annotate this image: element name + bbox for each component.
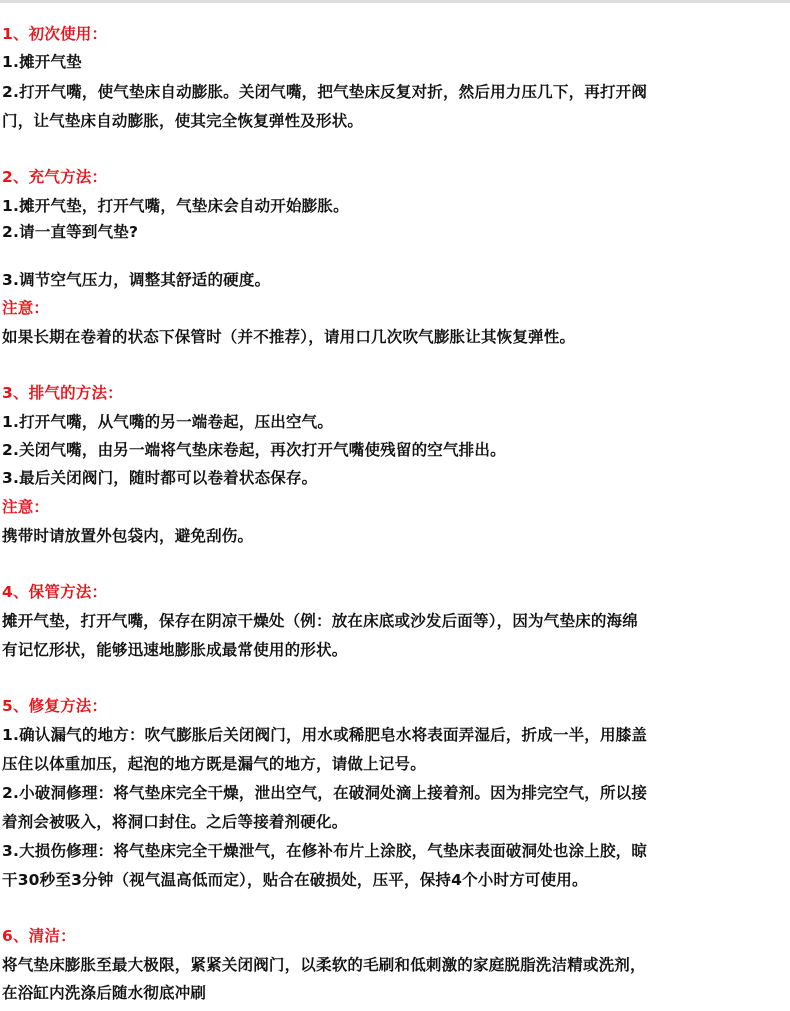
section-2-heading: 2、充气方法： (2, 168, 108, 186)
section-6-line-2: 在浴缸内洗涤后随水彻底冲刷 (2, 984, 207, 1002)
section-1-heading: 1、初次使用： (2, 25, 108, 43)
section-5-line-5: 3.大损伤修理：将气垫床完全干燥泄气，在修补布片上涂胶，气垫床表面破洞处也涂上胶，晾 (2, 842, 648, 860)
section-4-line-1: 摊开气垫，打开气嘴，保存在阴凉干燥处（例：放在床底或沙发后面等），因为气垫床的海绵 (2, 612, 638, 630)
section-2-line-3: 3.调节空气压力，调整其舒适的硬度。 (2, 271, 271, 289)
section-2-line-2: 2.请一直等到气垫? (2, 223, 139, 241)
section-5-line-4: 着剂会被吸入，将洞口封住。之后等接着剂硬化。 (2, 813, 348, 831)
section-1-line-1: 1.摊开气垫 (2, 53, 82, 71)
section-3-line-3: 3.最后关闭阀门，随时都可以卷着状态保存。 (2, 469, 318, 487)
section-2-note-line-1: 如果长期在卷着的状态下保管时（并不推荐），请用口几次吹气膨胀让其恢复弹性。 (2, 328, 576, 346)
section-3-line-2: 2.关闭气嘴，由另一端将气垫床卷起，再次打开气嘴使残留的空气排出。 (2, 441, 506, 459)
section-3-heading: 3、排气的方法： (2, 384, 123, 402)
section-3-line-1: 1.打开气嘴，从气嘴的另一端卷起，压出空气。 (2, 413, 334, 431)
section-6-heading: 6、清洁： (2, 927, 76, 945)
section-1-line-3: 门，让气垫床自动膨胀，使其完全恢复弹性及形状。 (2, 112, 364, 130)
section-1-line-2: 2.打开气嘴，使气垫床自动膨胀。关闭气嘴，把气垫床反复对折，然后用力压几下，再打开阀 (2, 83, 648, 101)
section-6-line-1: 将气垫床膨胀至最大极限，紧紧关闭阀门，以柔软的毛刷和低刺激的家庭脱脂洗洁精或洗剂， (2, 956, 646, 974)
section-2-line-1: 1.摊开气垫，打开气嘴，气垫床会自动开始膨胀。 (2, 197, 349, 215)
section-3-note-line-1: 携带时请放置外包袋内，避免刮伤。 (2, 527, 254, 545)
section-5-line-3: 2.小破洞修理：将气垫床完全干燥，泄出空气，在破洞处滴上接着剂。因为排完空气，所以接 (2, 784, 648, 802)
section-4-line-2: 有记忆形状，能够迅速地膨胀成最常使用的形状。 (2, 641, 348, 659)
top-divider (0, 0, 790, 3)
section-3-note-label: 注意： (2, 498, 50, 516)
section-5-line-6: 干30秒至3分钟（视气温高低而定），贴合在破损处，压平，保持4个小时方可使用。 (2, 871, 588, 889)
section-5-line-1: 1.确认漏气的地方：吹气膨胀后关闭阀门，用水或稀肥皂水将表面弄湿后，折成一半，用膝盖 (2, 726, 648, 744)
section-2-note-label: 注意： (2, 299, 50, 317)
section-5-heading: 5、修复方法： (2, 697, 108, 715)
section-4-heading: 4、保管方法： (2, 583, 108, 601)
section-5-line-2: 压住以体重加压，起泡的地方既是漏气的地方，请做上记号。 (2, 755, 426, 773)
